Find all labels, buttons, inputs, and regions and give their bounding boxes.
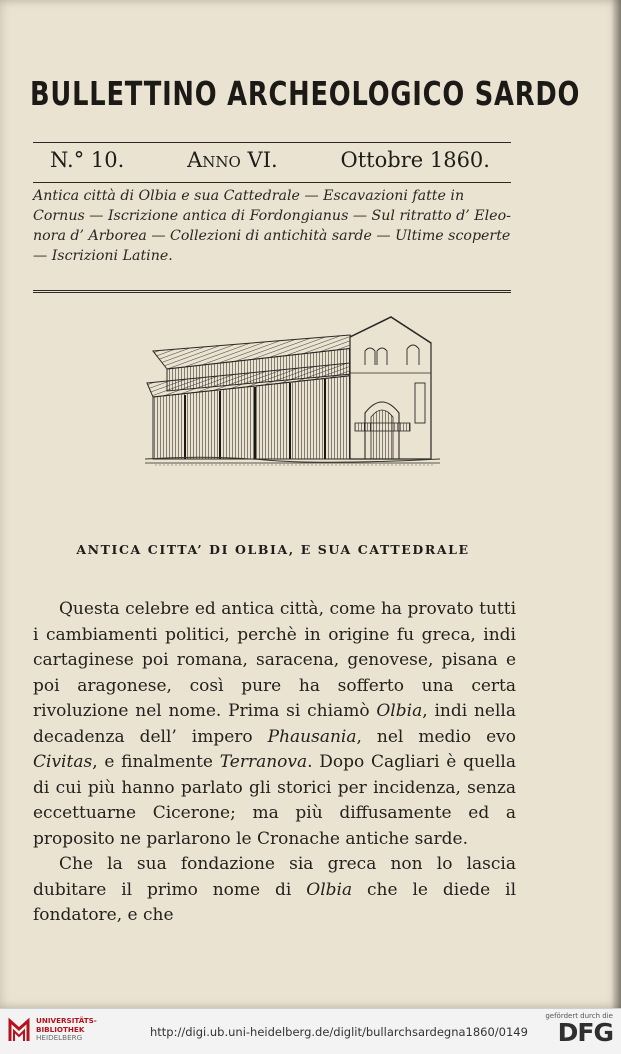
issue-rule xyxy=(33,182,511,183)
text-run: , indi nella decadenza dell’ impero xyxy=(33,701,516,747)
logo-line: UNIVERSITÄTS- xyxy=(36,1016,97,1026)
issue-date: Ottobre 1860. xyxy=(340,148,490,172)
text-run: . Dopo Cagliari è quella di cui più hanno parlato gli storici per incidenza, senza eccettuarne Cicerone; ma più diffusamente ed a proposito ne parlarono le Cronache antiche sarde. xyxy=(33,752,516,849)
article-heading: ANTICA CITTA’ DI OLBIA, E SUA CATTEDRALE xyxy=(76,542,470,557)
text-run: Che la sua fondazione sia greca non lo lascia dubitare il primo nome di xyxy=(33,854,516,900)
university-library-logo-icon xyxy=(8,1017,30,1043)
text-run: che le diede il fondatore, e che xyxy=(33,879,517,925)
university-library-logo-text xyxy=(36,1017,97,1043)
italic-run: Phausania xyxy=(267,726,357,747)
paragraph xyxy=(33,597,516,852)
logo-line: BIBLIOTHEK xyxy=(36,1024,85,1034)
cathedral-engraving xyxy=(145,313,445,473)
permalink-url[interactable]: http://digi.ub.uni-heidelberg.de/diglit/bullarchsardegna1860/0149 xyxy=(150,1025,528,1039)
issue-number: N.° 10. xyxy=(50,148,125,172)
sponsor-note: gefördert durch die xyxy=(545,1012,613,1020)
italic-run: Civitas xyxy=(33,752,93,772)
article-body xyxy=(33,597,516,929)
toc-line: — Iscrizioni Latine. xyxy=(33,248,173,264)
text-run: Questa celebre ed antica città, come ha provato tutti i cambiamenti politici, perchè in origine fu greca, indi cartaginese poi romana, saracena, genovese, pisana e poi aragonese, così pure ha sofferto una certa rivoluzione nel nome. Prima si chiamò xyxy=(33,599,516,721)
masthead-rule xyxy=(33,142,511,143)
toc-line: nora d’ Arborea — Collezioni di antichità sarde — Ultime scoperte xyxy=(33,228,511,244)
text-run: , e finalmente xyxy=(92,752,220,772)
issue-line xyxy=(50,148,490,172)
italic-run: Olbia xyxy=(376,701,423,721)
paragraph xyxy=(33,852,516,929)
toc-line: Antica città di Olbia e sua Cattedrale — Escavazioni fatte in xyxy=(33,188,465,204)
journal-masthead: BULLETTINO ARCHEOLOGICO SARDO xyxy=(30,74,581,113)
toc-line: Cornus — Iscrizione antica di Fordongianus — Sul ritratto d’ Eleo- xyxy=(33,208,511,224)
italic-run: Terranova xyxy=(219,752,308,772)
logo-line: HEIDELBERG xyxy=(36,1033,83,1043)
dfg-logo-text: DFG xyxy=(557,1018,613,1047)
university-library-logo[interactable] xyxy=(8,1017,97,1043)
italic-run: Olbia xyxy=(306,879,353,900)
issue-year: Anno VI. xyxy=(187,148,278,172)
dfg-logo[interactable] xyxy=(545,1012,613,1046)
text-run: , nel medio evo xyxy=(356,726,516,747)
table-of-contents xyxy=(33,186,513,266)
viewer-footer xyxy=(0,1008,621,1054)
contents-double-rule xyxy=(33,290,511,293)
